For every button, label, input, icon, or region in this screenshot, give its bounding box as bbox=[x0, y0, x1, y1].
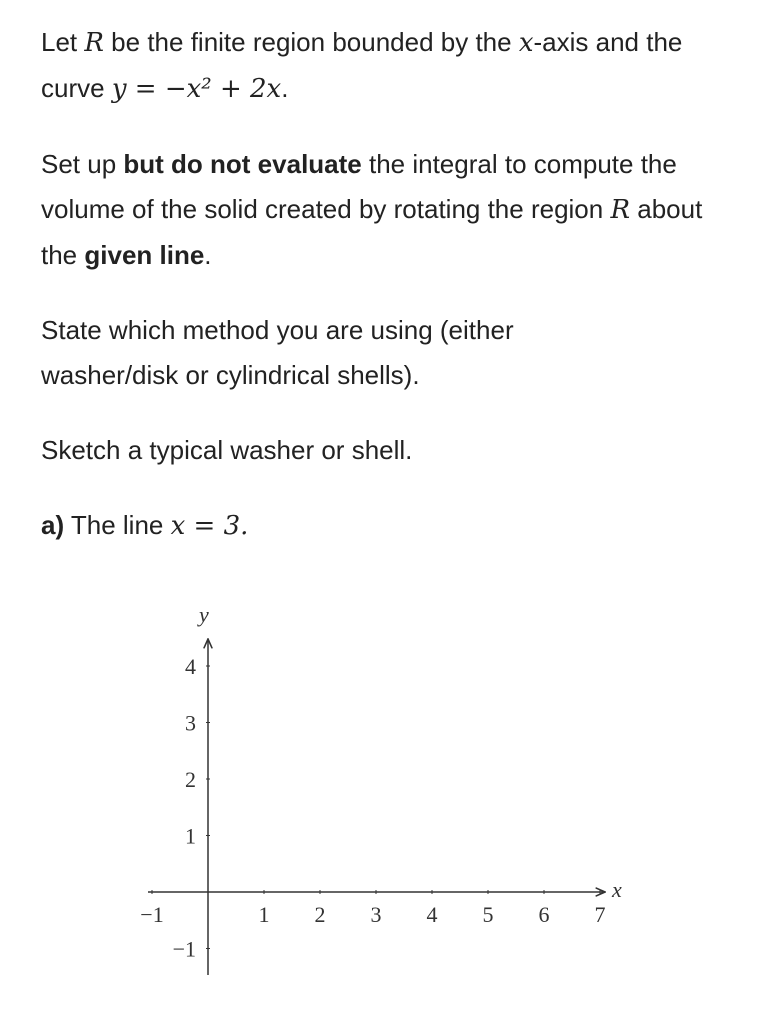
x-tick-label: 2 bbox=[314, 902, 326, 927]
part-label: a) bbox=[41, 510, 65, 540]
x-tick-label: 6 bbox=[538, 902, 550, 927]
x-tick-label: 4 bbox=[426, 902, 438, 927]
text: . bbox=[281, 73, 289, 103]
text: . bbox=[204, 240, 212, 270]
y-tick-label: 2 bbox=[185, 767, 196, 792]
line-equation: x = 3. bbox=[170, 511, 249, 541]
sketch-instruction: Sketch a typical washer or shell. bbox=[41, 435, 413, 465]
y-tick-label: 3 bbox=[185, 710, 196, 736]
x-tick-label: −1 bbox=[140, 902, 164, 927]
x-tick-label: 5 bbox=[482, 902, 494, 927]
method-instruction: State which method you are using (either washer/disk or cylindrical shells). bbox=[41, 315, 514, 390]
emphasis: but do not evaluate bbox=[123, 149, 362, 179]
y-tick-label: −1 bbox=[172, 936, 196, 962]
text: about the bbox=[41, 194, 703, 270]
text: be the finite region bounded by the bbox=[103, 27, 519, 57]
curve-equation: y = −x² + 2x bbox=[111, 74, 282, 104]
emphasis: given line bbox=[84, 240, 205, 270]
x-tick-label: 7 bbox=[594, 902, 606, 927]
text: -axis and the curve bbox=[41, 27, 683, 103]
math-R: R bbox=[84, 28, 104, 58]
text: the integral to compute the volume of the solid created by rotating the region bbox=[41, 149, 677, 224]
x-tick-label: 3 bbox=[370, 902, 382, 927]
math-x: x bbox=[518, 28, 534, 58]
text: Let bbox=[41, 27, 85, 57]
x-axis-label: x bbox=[612, 877, 622, 902]
x-tick-label: 1 bbox=[258, 902, 270, 927]
math-R: R bbox=[610, 195, 631, 225]
y-tick-label: 4 bbox=[185, 654, 196, 679]
text: The line bbox=[64, 510, 171, 540]
y-axis-label: y bbox=[199, 602, 209, 627]
text: Set up bbox=[41, 149, 124, 179]
y-tick-label: 1 bbox=[185, 823, 196, 849]
